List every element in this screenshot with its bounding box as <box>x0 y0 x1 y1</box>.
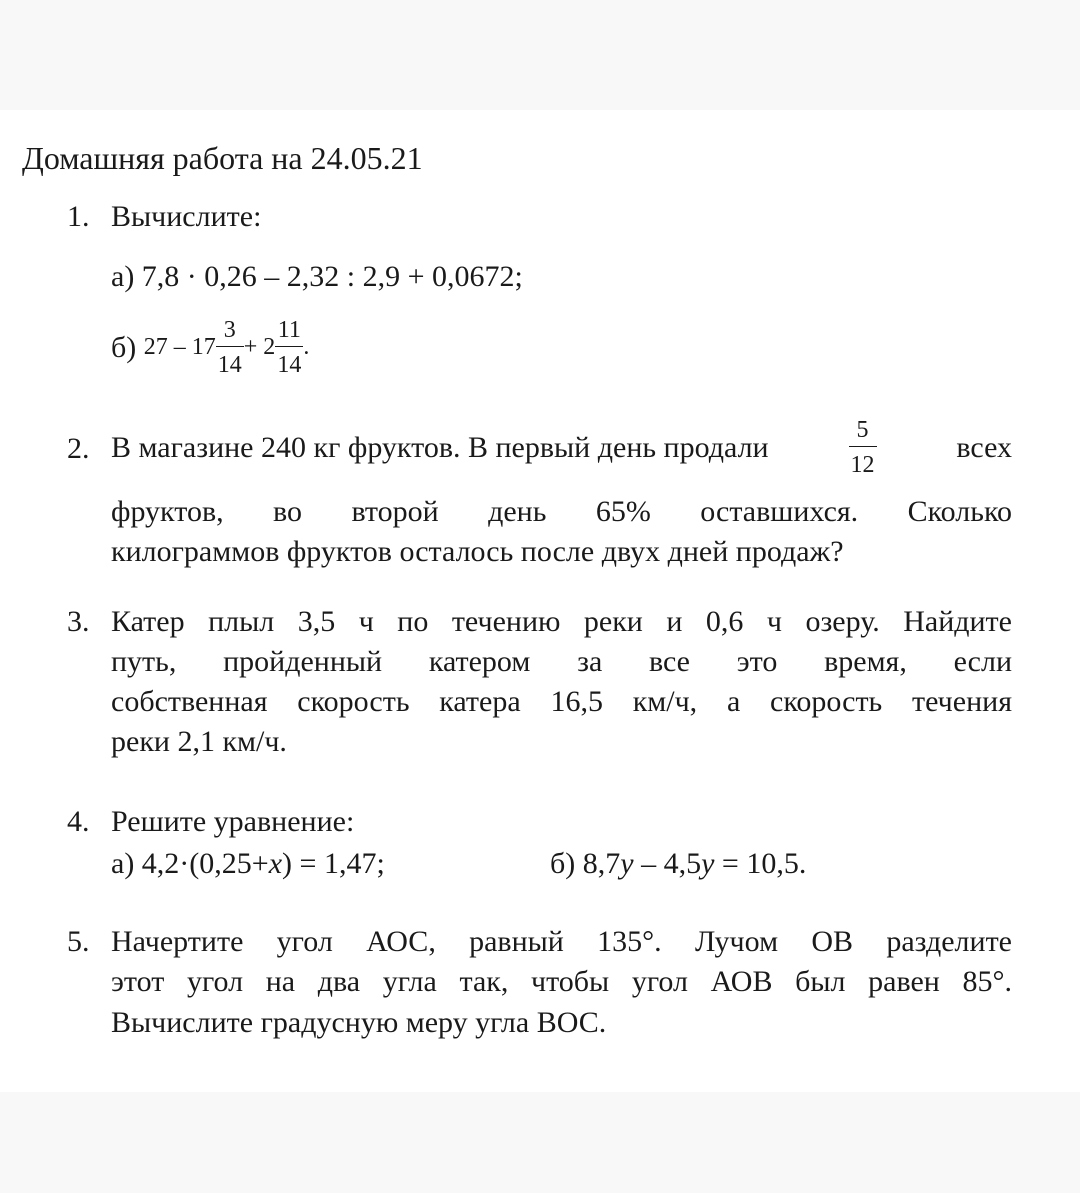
page-title: Домашняя работа на 24.05.21 <box>22 140 423 176</box>
task-4-heading: Решите уравнение: <box>111 805 355 838</box>
task-1b-plus: + 2 <box>243 334 276 360</box>
task-5-line-1: Начертите угол АОС, равный 135°. Лучом ОВ разделите <box>111 925 1012 958</box>
task-1b-end: . <box>303 334 310 360</box>
task-2-line-1: В магазине 240 кг фруктов. В первый день продали $\frac{5}{12}$ всех <box>111 417 1012 478</box>
task-3-line-1: Катер плыл 3,5 ч по течению реки и 0,6 ч озеру. Найдите <box>111 605 1012 638</box>
task-3-line-4: реки 2,1 км/ч. <box>111 725 287 758</box>
task-2-number: 2. <box>67 432 90 465</box>
task-4a-equation: а) 4,2·(0,25+x) = 1,47; <box>111 847 385 880</box>
task-1b-expression <box>111 318 309 377</box>
task-4-number: 4. <box>67 805 90 838</box>
task-1a-expression: а) 7,8 · 0,26 – 2,32 : 2,9 + 0,0672; <box>111 260 523 293</box>
task-4b-equation: б) 8,7y – 4,5y = 10,5. <box>550 847 807 880</box>
task-2-fraction: $\frac{5}{12}$ <box>850 417 875 478</box>
task-1b-prefix: б) <box>111 330 137 364</box>
task-1-heading: Вычислите: <box>111 200 262 233</box>
task-5-line-2: этот угол на два угла так, чтобы угол АОВ был равен 85°. <box>111 965 1012 998</box>
task-3-number: 3. <box>67 605 90 638</box>
task-1-number: 1. <box>67 200 90 233</box>
task-1b-fraction-1: $\frac{3}{14}$ <box>217 317 242 378</box>
task-5-number: 5. <box>67 925 90 958</box>
homework-page <box>0 110 1080 1092</box>
task-3-line-2: путь, пройденный катером за все это время, если <box>111 645 1012 678</box>
task-1b-start: 27 – 17 <box>143 334 216 360</box>
task-3-line-3: собственная скорость катера 16,5 км/ч, а скорость течения <box>111 685 1012 718</box>
task-1b-fraction-2: $\frac{11}{14}$ <box>277 317 302 378</box>
task-2-line-2: фруктов, во второй день 65% оставшихся. Сколько <box>111 495 1012 528</box>
task-2-line-3: килограммов фруктов осталось после двух дней продаж? <box>111 535 844 568</box>
task-5-line-3: Вычислите градусную меру угла ВОС. <box>111 1006 607 1039</box>
